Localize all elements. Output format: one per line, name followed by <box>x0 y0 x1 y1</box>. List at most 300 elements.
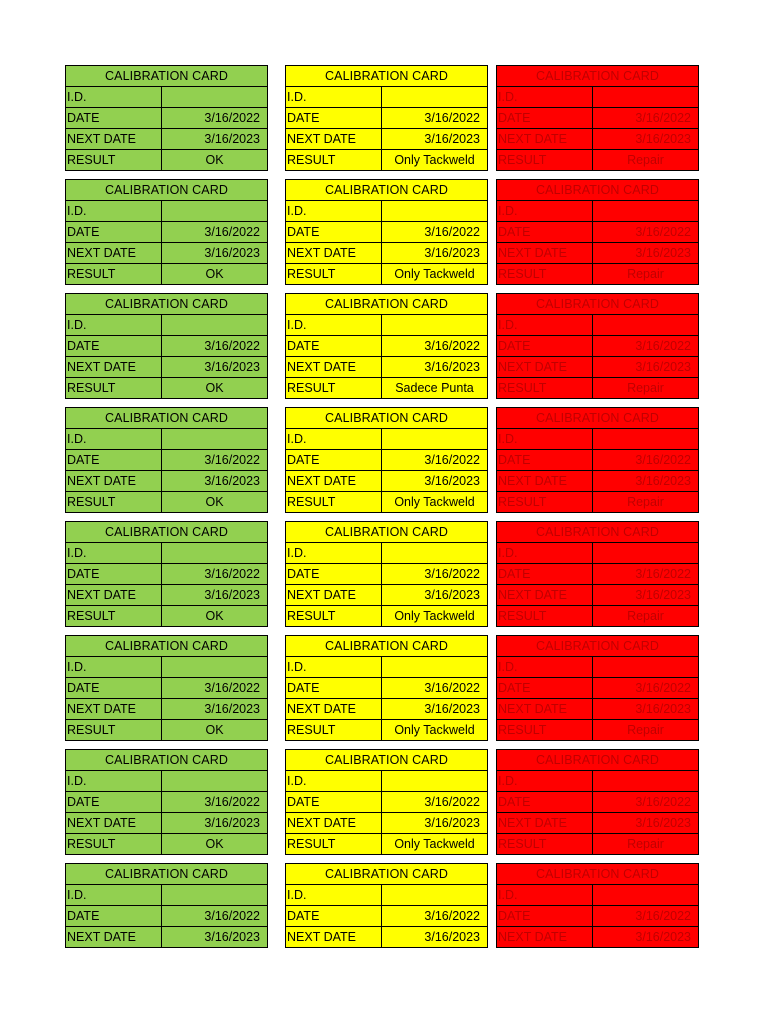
result-label: RESULT <box>497 720 593 740</box>
next-date-label: NEXT DATE <box>66 927 162 947</box>
id-label: I.D. <box>66 543 162 563</box>
next-date-value: 3/16/2023 <box>424 246 480 260</box>
date-value: 3/16/2022 <box>635 909 691 923</box>
date-label: DATE <box>286 108 382 128</box>
id-row <box>497 543 698 564</box>
result-row <box>286 606 487 627</box>
next-date-row <box>497 471 698 492</box>
date-label: DATE <box>66 336 162 356</box>
id-label: I.D. <box>497 201 593 221</box>
date-value: 3/16/2022 <box>204 909 260 923</box>
result-label: RESULT <box>286 720 382 740</box>
result-label: RESULT <box>66 264 162 284</box>
id-row <box>497 771 698 792</box>
date-row <box>286 336 487 357</box>
date-row <box>66 678 267 699</box>
next-date-label: NEXT DATE <box>66 699 162 719</box>
result-value: OK <box>205 723 224 737</box>
date-value: 3/16/2022 <box>204 225 260 239</box>
date-row <box>286 906 487 927</box>
next-date-label: NEXT DATE <box>66 585 162 605</box>
next-date-value: 3/16/2023 <box>635 588 691 602</box>
result-label: RESULT <box>66 492 162 512</box>
next-date-label: NEXT DATE <box>66 243 162 263</box>
id-label: I.D. <box>66 201 162 221</box>
id-row <box>66 87 267 108</box>
date-row <box>286 108 487 129</box>
id-value <box>162 87 267 107</box>
date-value: 3/16/2022 <box>424 339 480 353</box>
id-label: I.D. <box>286 87 382 107</box>
card-title: CALIBRATION CARD <box>66 408 267 429</box>
next-date-row <box>497 699 698 720</box>
id-row <box>286 429 487 450</box>
result-row <box>66 492 267 513</box>
date-value: 3/16/2022 <box>635 795 691 809</box>
id-value <box>382 315 487 335</box>
result-label: RESULT <box>286 264 382 284</box>
id-label: I.D. <box>66 657 162 677</box>
id-label: I.D. <box>66 771 162 791</box>
id-value <box>162 771 267 791</box>
result-value: OK <box>205 609 224 623</box>
next-date-label: NEXT DATE <box>497 585 593 605</box>
result-row <box>286 264 487 285</box>
date-label: DATE <box>66 450 162 470</box>
next-date-row <box>286 243 487 264</box>
id-value <box>593 429 698 449</box>
id-label: I.D. <box>497 429 593 449</box>
next-date-value: 3/16/2023 <box>204 360 260 374</box>
date-value: 3/16/2022 <box>204 453 260 467</box>
id-value <box>593 885 698 905</box>
result-row <box>286 492 487 513</box>
id-label: I.D. <box>66 87 162 107</box>
card-title: CALIBRATION CARD <box>286 522 487 543</box>
result-label: RESULT <box>66 378 162 398</box>
id-label: I.D. <box>286 885 382 905</box>
result-row <box>66 264 267 285</box>
date-value: 3/16/2022 <box>635 681 691 695</box>
result-row <box>286 378 487 399</box>
id-value <box>593 87 698 107</box>
next-date-row <box>66 129 267 150</box>
date-row <box>286 678 487 699</box>
id-row <box>66 771 267 792</box>
id-row <box>286 657 487 678</box>
result-row <box>66 834 267 855</box>
next-date-label: NEXT DATE <box>286 129 382 149</box>
calibration-card-yellow <box>285 293 488 399</box>
calibration-card-red <box>496 749 699 855</box>
card-title: CALIBRATION CARD <box>497 750 698 771</box>
id-value <box>162 429 267 449</box>
next-date-value: 3/16/2023 <box>204 930 260 944</box>
next-date-value: 3/16/2023 <box>424 930 480 944</box>
card-title: CALIBRATION CARD <box>66 522 267 543</box>
calibration-card-yellow <box>285 407 488 513</box>
calibration-card-red <box>496 293 699 399</box>
next-date-row <box>497 129 698 150</box>
result-row <box>497 150 698 171</box>
date-row <box>497 222 698 243</box>
date-row <box>66 222 267 243</box>
result-label: RESULT <box>286 378 382 398</box>
date-label: DATE <box>497 564 593 584</box>
next-date-value: 3/16/2023 <box>204 132 260 146</box>
id-label: I.D. <box>286 771 382 791</box>
result-value: Only Tackweld <box>394 837 475 851</box>
id-label: I.D. <box>497 657 593 677</box>
calibration-card-red <box>496 635 699 741</box>
result-label: RESULT <box>66 834 162 854</box>
id-row <box>66 657 267 678</box>
result-value: Repair <box>627 837 664 851</box>
next-date-label: NEXT DATE <box>497 813 593 833</box>
id-label: I.D. <box>66 315 162 335</box>
date-label: DATE <box>286 906 382 926</box>
date-label: DATE <box>497 450 593 470</box>
calibration-card-yellow <box>285 749 488 855</box>
calibration-card-green <box>65 635 268 741</box>
next-date-label: NEXT DATE <box>497 699 593 719</box>
next-date-row <box>286 129 487 150</box>
result-value: Repair <box>627 153 664 167</box>
next-date-row <box>286 813 487 834</box>
result-row <box>497 606 698 627</box>
next-date-label: NEXT DATE <box>497 927 593 947</box>
result-label: RESULT <box>497 150 593 170</box>
calibration-card-green <box>65 863 268 948</box>
result-value: Only Tackweld <box>394 495 475 509</box>
date-value: 3/16/2022 <box>424 111 480 125</box>
result-label: RESULT <box>497 378 593 398</box>
date-label: DATE <box>286 678 382 698</box>
next-date-value: 3/16/2023 <box>635 246 691 260</box>
date-row <box>66 336 267 357</box>
calibration-card-green <box>65 179 268 285</box>
next-date-value: 3/16/2023 <box>204 702 260 716</box>
next-date-value: 3/16/2023 <box>204 246 260 260</box>
next-date-row <box>66 585 267 606</box>
card-title: CALIBRATION CARD <box>286 408 487 429</box>
next-date-row <box>66 243 267 264</box>
date-value: 3/16/2022 <box>204 111 260 125</box>
id-value <box>162 885 267 905</box>
date-row <box>286 564 487 585</box>
result-value: Repair <box>627 267 664 281</box>
next-date-label: NEXT DATE <box>66 129 162 149</box>
card-title: CALIBRATION CARD <box>497 522 698 543</box>
date-row <box>66 450 267 471</box>
next-date-row <box>66 699 267 720</box>
date-value: 3/16/2022 <box>635 339 691 353</box>
date-label: DATE <box>497 336 593 356</box>
result-label: RESULT <box>66 606 162 626</box>
calibration-card-yellow <box>285 65 488 171</box>
id-value <box>382 201 487 221</box>
id-label: I.D. <box>286 429 382 449</box>
date-row <box>497 450 698 471</box>
date-value: 3/16/2022 <box>424 681 480 695</box>
id-row <box>497 429 698 450</box>
next-date-row <box>497 243 698 264</box>
result-label: RESULT <box>286 492 382 512</box>
date-label: DATE <box>497 792 593 812</box>
next-date-value: 3/16/2023 <box>635 360 691 374</box>
id-value <box>162 543 267 563</box>
result-row <box>497 492 698 513</box>
calibration-card-yellow <box>285 863 488 948</box>
card-title: CALIBRATION CARD <box>66 294 267 315</box>
calibration-card-green <box>65 521 268 627</box>
id-row <box>286 201 487 222</box>
id-value <box>382 543 487 563</box>
date-label: DATE <box>497 678 593 698</box>
next-date-value: 3/16/2023 <box>204 816 260 830</box>
card-title: CALIBRATION CARD <box>66 864 267 885</box>
next-date-label: NEXT DATE <box>66 813 162 833</box>
result-value: Repair <box>627 723 664 737</box>
card-title: CALIBRATION CARD <box>286 294 487 315</box>
date-value: 3/16/2022 <box>424 225 480 239</box>
result-label: RESULT <box>497 606 593 626</box>
date-value: 3/16/2022 <box>424 567 480 581</box>
id-row <box>66 201 267 222</box>
date-row <box>497 906 698 927</box>
result-row <box>66 720 267 741</box>
next-date-value: 3/16/2023 <box>424 474 480 488</box>
result-row <box>497 834 698 855</box>
result-label: RESULT <box>286 150 382 170</box>
next-date-row <box>66 357 267 378</box>
card-title: CALIBRATION CARD <box>286 180 487 201</box>
result-row <box>286 150 487 171</box>
date-label: DATE <box>66 222 162 242</box>
next-date-row <box>497 927 698 948</box>
date-row <box>286 222 487 243</box>
next-date-value: 3/16/2023 <box>424 588 480 602</box>
date-row <box>286 792 487 813</box>
next-date-value: 3/16/2023 <box>635 474 691 488</box>
date-row <box>286 450 487 471</box>
id-label: I.D. <box>286 657 382 677</box>
result-label: RESULT <box>286 606 382 626</box>
calibration-card-red <box>496 65 699 171</box>
id-row <box>497 87 698 108</box>
next-date-row <box>286 471 487 492</box>
id-label: I.D. <box>497 87 593 107</box>
result-value: Repair <box>627 495 664 509</box>
calibration-card-green <box>65 293 268 399</box>
date-label: DATE <box>66 792 162 812</box>
card-title: CALIBRATION CARD <box>286 66 487 87</box>
card-title: CALIBRATION CARD <box>66 636 267 657</box>
next-date-value: 3/16/2023 <box>424 702 480 716</box>
next-date-row <box>286 699 487 720</box>
date-label: DATE <box>66 108 162 128</box>
id-row <box>286 315 487 336</box>
result-value: Only Tackweld <box>394 609 475 623</box>
id-value <box>593 315 698 335</box>
id-label: I.D. <box>497 543 593 563</box>
id-row <box>66 315 267 336</box>
date-value: 3/16/2022 <box>424 795 480 809</box>
next-date-row <box>286 357 487 378</box>
date-label: DATE <box>66 564 162 584</box>
calibration-card-red <box>496 179 699 285</box>
next-date-label: NEXT DATE <box>286 813 382 833</box>
date-label: DATE <box>66 678 162 698</box>
id-row <box>66 543 267 564</box>
result-label: RESULT <box>497 492 593 512</box>
id-label: I.D. <box>286 543 382 563</box>
next-date-label: NEXT DATE <box>497 129 593 149</box>
next-date-row <box>286 927 487 948</box>
id-value <box>593 543 698 563</box>
next-date-value: 3/16/2023 <box>424 816 480 830</box>
date-value: 3/16/2022 <box>635 225 691 239</box>
id-value <box>593 201 698 221</box>
result-row <box>66 378 267 399</box>
result-row <box>286 834 487 855</box>
id-label: I.D. <box>497 885 593 905</box>
date-row <box>497 108 698 129</box>
next-date-row <box>286 585 487 606</box>
date-row <box>497 336 698 357</box>
card-title: CALIBRATION CARD <box>286 750 487 771</box>
result-value: Repair <box>627 609 664 623</box>
id-value <box>382 429 487 449</box>
date-value: 3/16/2022 <box>204 681 260 695</box>
date-row <box>497 678 698 699</box>
result-value: OK <box>205 153 224 167</box>
id-value <box>162 657 267 677</box>
next-date-value: 3/16/2023 <box>635 702 691 716</box>
result-row <box>286 720 487 741</box>
card-title: CALIBRATION CARD <box>66 750 267 771</box>
date-value: 3/16/2022 <box>635 567 691 581</box>
result-value: Only Tackweld <box>394 153 475 167</box>
id-label: I.D. <box>66 885 162 905</box>
id-value <box>593 657 698 677</box>
calibration-card-yellow <box>285 179 488 285</box>
result-row <box>497 378 698 399</box>
next-date-value: 3/16/2023 <box>635 132 691 146</box>
date-label: DATE <box>286 450 382 470</box>
calibration-card-green <box>65 749 268 855</box>
result-row <box>497 264 698 285</box>
result-label: RESULT <box>497 264 593 284</box>
id-row <box>286 543 487 564</box>
calibration-card-red <box>496 863 699 948</box>
next-date-row <box>66 927 267 948</box>
date-label: DATE <box>497 108 593 128</box>
date-label: DATE <box>497 222 593 242</box>
date-row <box>66 906 267 927</box>
card-title: CALIBRATION CARD <box>497 408 698 429</box>
next-date-label: NEXT DATE <box>497 471 593 491</box>
next-date-row <box>66 813 267 834</box>
next-date-value: 3/16/2023 <box>204 588 260 602</box>
date-row <box>497 564 698 585</box>
next-date-label: NEXT DATE <box>497 243 593 263</box>
card-title: CALIBRATION CARD <box>66 66 267 87</box>
id-value <box>382 87 487 107</box>
date-row <box>66 108 267 129</box>
calibration-card-yellow <box>285 521 488 627</box>
id-value <box>382 885 487 905</box>
next-date-value: 3/16/2023 <box>635 816 691 830</box>
date-row <box>66 792 267 813</box>
next-date-label: NEXT DATE <box>286 471 382 491</box>
id-value <box>382 657 487 677</box>
result-value: OK <box>205 267 224 281</box>
id-value <box>162 315 267 335</box>
calibration-card-yellow <box>285 635 488 741</box>
id-value <box>593 771 698 791</box>
next-date-label: NEXT DATE <box>286 927 382 947</box>
card-title: CALIBRATION CARD <box>497 294 698 315</box>
id-row <box>286 87 487 108</box>
next-date-row <box>497 357 698 378</box>
calibration-card-green <box>65 65 268 171</box>
calibration-card-red <box>496 407 699 513</box>
id-row <box>66 429 267 450</box>
card-title: CALIBRATION CARD <box>497 66 698 87</box>
next-date-value: 3/16/2023 <box>424 360 480 374</box>
card-title: CALIBRATION CARD <box>286 864 487 885</box>
result-value: Only Tackweld <box>394 267 475 281</box>
date-value: 3/16/2022 <box>204 795 260 809</box>
next-date-label: NEXT DATE <box>286 243 382 263</box>
calibration-card-red <box>496 521 699 627</box>
date-row <box>66 564 267 585</box>
result-value: OK <box>205 837 224 851</box>
date-value: 3/16/2022 <box>424 909 480 923</box>
id-value <box>382 771 487 791</box>
id-row <box>497 885 698 906</box>
result-label: RESULT <box>497 834 593 854</box>
date-value: 3/16/2022 <box>424 453 480 467</box>
card-title: CALIBRATION CARD <box>497 180 698 201</box>
card-title: CALIBRATION CARD <box>66 180 267 201</box>
next-date-label: NEXT DATE <box>286 585 382 605</box>
id-value <box>162 201 267 221</box>
next-date-row <box>66 471 267 492</box>
result-value: Sadece Punta <box>395 381 474 395</box>
id-label: I.D. <box>497 771 593 791</box>
result-value: OK <box>205 495 224 509</box>
date-value: 3/16/2022 <box>635 111 691 125</box>
next-date-label: NEXT DATE <box>497 357 593 377</box>
next-date-row <box>497 585 698 606</box>
next-date-value: 3/16/2023 <box>635 930 691 944</box>
date-label: DATE <box>66 906 162 926</box>
id-row <box>497 315 698 336</box>
id-row <box>66 885 267 906</box>
card-title: CALIBRATION CARD <box>497 636 698 657</box>
date-label: DATE <box>286 336 382 356</box>
date-row <box>497 792 698 813</box>
next-date-value: 3/16/2023 <box>204 474 260 488</box>
result-value: Repair <box>627 381 664 395</box>
result-value: Only Tackweld <box>394 723 475 737</box>
result-row <box>66 606 267 627</box>
result-value: OK <box>205 381 224 395</box>
date-value: 3/16/2022 <box>204 339 260 353</box>
result-row <box>66 150 267 171</box>
